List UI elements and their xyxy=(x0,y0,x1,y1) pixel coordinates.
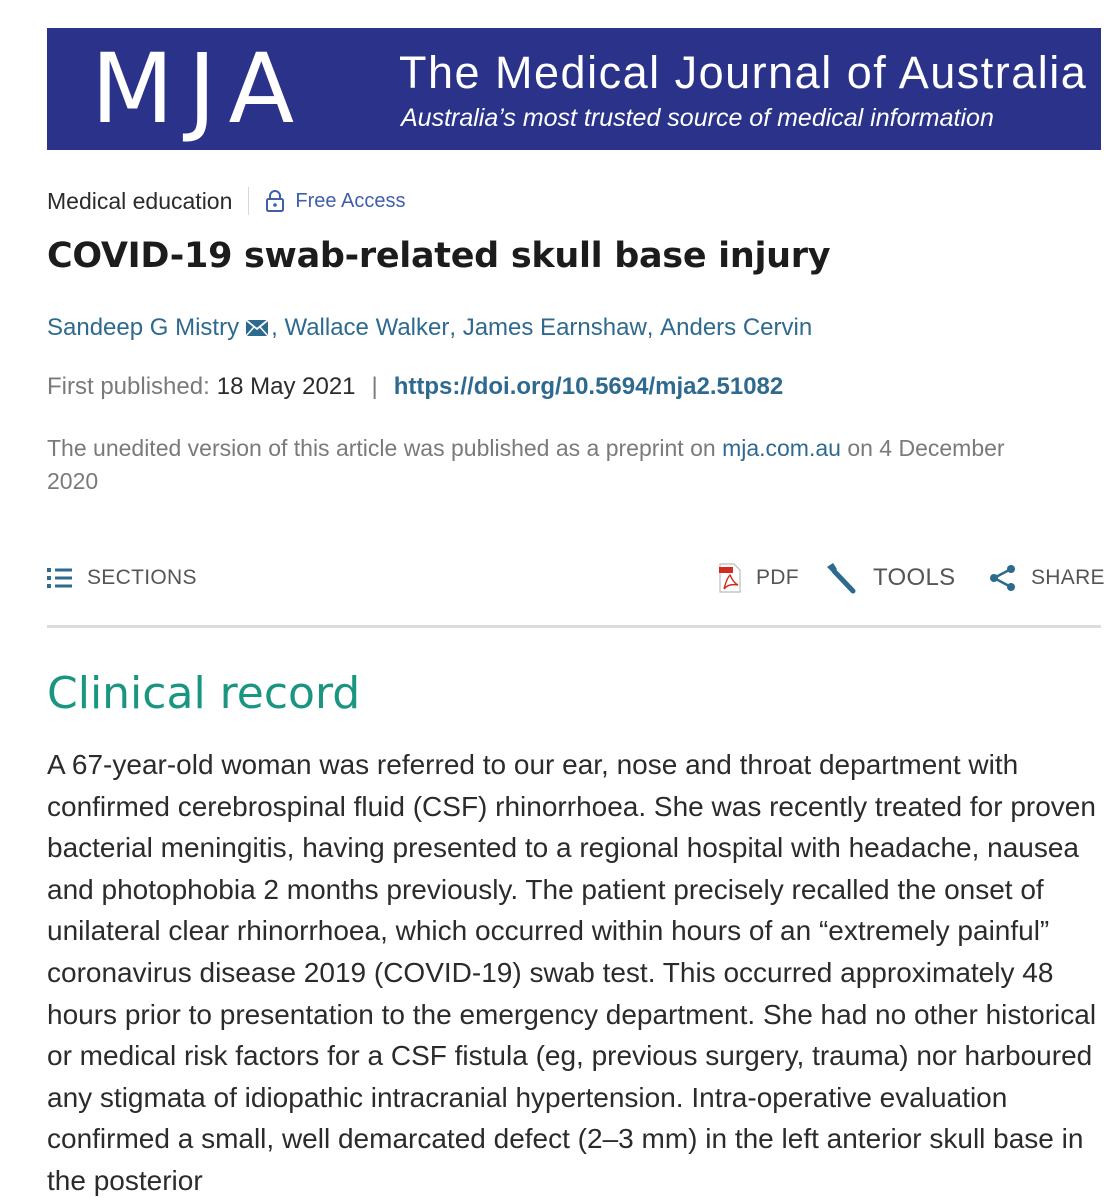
first-published-date: 18 May 2021 xyxy=(216,373,356,400)
journal-banner[interactable] xyxy=(47,28,1101,150)
meta-divider xyxy=(248,187,249,215)
journal-name: The Medical Journal of Australia xyxy=(399,47,1088,98)
free-access-label: Free Access xyxy=(295,189,406,212)
author-link[interactable]: James Earnshaw xyxy=(462,314,647,341)
pipe-divider: | xyxy=(371,373,378,400)
author-list xyxy=(47,314,812,342)
preprint-note xyxy=(47,432,1047,498)
share-button[interactable] xyxy=(989,557,1105,599)
author-link[interactable]: Sandeep G Mistry xyxy=(47,314,240,341)
wrench-icon xyxy=(823,561,859,595)
toolbar-divider xyxy=(47,625,1101,628)
free-access-badge xyxy=(265,189,405,213)
article-category[interactable]: Medical education xyxy=(47,187,233,214)
first-published-label: First published: xyxy=(47,373,210,400)
article-meta-row xyxy=(47,184,405,218)
list-icon xyxy=(47,567,73,589)
journal-tagline: Australia’s most trusted source of medical information xyxy=(401,104,994,132)
pdf-icon xyxy=(718,563,742,593)
lock-icon xyxy=(265,189,285,213)
article-toolbar xyxy=(47,557,1105,599)
pdf-label: PDF xyxy=(756,566,799,589)
publication-info xyxy=(47,373,783,401)
section-heading: Clinical record xyxy=(47,668,361,719)
preprint-link[interactable]: mja.com.au xyxy=(722,435,841,461)
author-separator: , xyxy=(646,314,654,341)
mail-icon[interactable] xyxy=(245,319,269,337)
tools-label: TOOLS xyxy=(873,564,956,591)
share-label: SHARE xyxy=(1031,566,1105,589)
sections-label: SECTIONS xyxy=(87,566,197,589)
mja-logo: MJA xyxy=(91,33,309,145)
sections-button[interactable] xyxy=(47,557,197,599)
preprint-date-text: on 4 December 2020 xyxy=(47,435,1005,494)
author-link[interactable]: Wallace Walker xyxy=(284,314,450,341)
preprint-text: The unedited version of this article was published as a preprint on xyxy=(47,435,716,461)
author-separator: , xyxy=(271,314,278,341)
article-title: COVID-19 swab-related skull base injury xyxy=(47,236,831,276)
doi-link[interactable]: https://doi.org/10.5694/mja2.51082 xyxy=(393,373,784,400)
article-paragraph: A 67-year-old woman was referred to our ear, nose and throat department with confirmed cerebrospinal fluid (CSF) rhinorrhoea. She was recently treated for proven bacterial meningitis, having presented to a regional hospital with headache, nausea and photophobia 2 months previously. The patient precisely recalled the onset of unilateral clear rhinorrhoea, which occurred within hours of an “extremely painful” coronavirus disease 2019 (COVID-19) swab test. This occurred approximately 48 hours prior to presentation to the emergency department. She had no other historical or medical risk factors for a CSF fistula (eg, previous surgery, trauma) nor harboured any stigmata of idiopathic intracranial hypertension. Intra-operative evaluation confirmed a small, well demarcated defect (2–3 mm) in the left anterior skull base in the posterior xyxy=(47,749,1097,1196)
author-link[interactable]: Anders Cervin xyxy=(660,314,813,341)
pdf-button[interactable] xyxy=(718,557,799,599)
share-icon xyxy=(989,564,1017,592)
tools-button[interactable] xyxy=(823,557,955,599)
author-separator: , xyxy=(449,314,457,341)
